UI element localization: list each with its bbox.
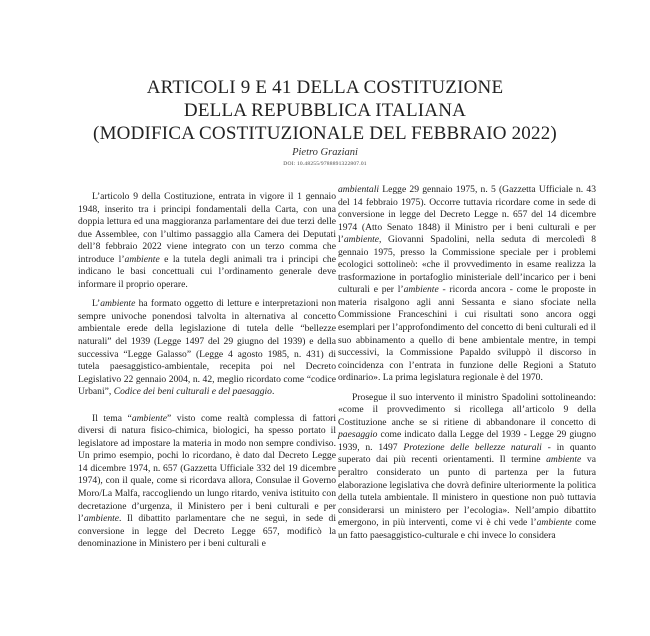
title-line-1: ARTICOLI 9 E 41 DELLA COSTITUZIONE (146, 77, 504, 98)
text-run: - in quanto superato dai più recenti orientamenti. Il termine (338, 441, 596, 466)
text-run: L’articolo 9 della Costituzione, entrata in vigore il 1 gennaio 1948, inserito tra i principi fondamentali della Carta, con una doppia lettura ed una maggioranza parlamentare dei due terzi delle due Assemblee, con l’ultimo passaggio alla Camera dei Deputati dell’8 febbraio 2022 viene integrato con un terzo comma che introduce l’ (78, 191, 336, 265)
text-run: e la tutela degli animali tra i principi che indicano le basi concettuali cui l’ordinamento generale deve informare il proprio operare. (78, 253, 336, 290)
italic-run: ambiente (131, 412, 167, 424)
text-run: - ricorda ancora - come le proposte in materia risalgono agli anni Sessanta e siano sfociate nella Commissione Franceschini i cui risultati sono ancora oggi esemplari per l’approfondimento del concetto di beni culturali ed il suo abbinamento a quello di bene ambientale mentre, in tempi successivi, la Commissione Papaldo sviluppò il discorso in coincidenza con l’entrata in funzione delle Regioni a Statuto ordinario». La prima legislatura regionale è del 1970. (338, 284, 596, 384)
text-run: Prosegue il suo intervento il ministro Spadolini sottolineando: «come il provvedimento si ricollega all’articolo 9 della Costituzione anche se si ritiene di abbandonare il concetto di (338, 391, 596, 428)
right-column (338, 184, 596, 549)
text-run: Legge 29 gennaio 1975, n. 5 (Gazzetta Ufficiale n. 43 del 14 febbraio 1975). Occorre tuttavia ricordare come in sede di conversione in legge del Decreto Legge n. 657 del 14 dicembre 1974 (Atto Senato 1848) il Ministro per i beni culturali e per l’ (338, 184, 596, 246)
title-line-3: (MODIFICA COSTITUZIONALE DEL FEBBRAIO 2022) (93, 123, 557, 144)
text-run: come indicato dalla Legge del 1939 - Legge 29 giugno 1939, n. 1497 (338, 429, 596, 453)
italic-run: ambiente (536, 517, 572, 529)
italic-run: ambientali (338, 184, 380, 195)
paragraph (78, 413, 336, 551)
title-line-2: DELLA REPUBBLICA ITALIANA (183, 100, 467, 121)
italic-run: ambiente (83, 513, 120, 525)
italic-run: Protezione delle bellezze naturali (403, 441, 542, 453)
text-run: va peraltro considerato un punto di partenza per la futura elaborazione legislativa che dovrà definire ulteriormente la politica della tutela ambientale. Il ministero in questione non può tuttavia considerarsi un ministero per l’ecologia». Nell’ampio dibattito emergono, in più interventi, come vi è chi vede l’ (338, 454, 596, 529)
text-run: . Il dibattito parlamentare che ne seguì, in sede di conversione in legge del Decreto Legge 657, modificò la denominazione in Ministero per i beni culturali e (78, 513, 336, 550)
italic-run: ambiente (403, 284, 439, 296)
paragraph (338, 392, 596, 543)
paragraph (78, 298, 336, 398)
author-name: Pietro Graziani (292, 147, 358, 158)
article-title (60, 76, 590, 145)
italic-run: ambiente (100, 298, 136, 310)
text-run: , Giovanni Spadolini, nella seduta di mercoledì 8 gennaio 1975, presso la Commissione speciale per i problemi ecologici sottolineò: «che il provvedimento in esame realizza la trasformazione in portafoglio ministeriale dell’incarico per i beni culturali e per l’ (338, 234, 596, 296)
text-run: come un fatto paesaggistico-culturale e chi invece lo considera (338, 517, 596, 541)
text-run: Il tema “ (92, 412, 132, 424)
text-run: . (271, 386, 275, 398)
text-run: ha formato oggetto di letture e interpretazioni non sempre univoche ponendosi talvolta in alternativa al concetto ambientale erede della legislazione di tutela delle “bellezze naturali” del 1939 (Legge 1497 del 29 giugno del 1939) e della successiva “Legge Galasso” (Legge 4 agosto 1985, n. 431) di tutela paesaggistico-ambientale, recepita poi nel Decreto Legislativo 22 gennaio 2004, n. 42, meglio ricordato come “codice Urbani”, (78, 298, 336, 398)
paragraph (338, 184, 596, 385)
left-column (78, 191, 336, 558)
italic-run: ambiente (546, 454, 582, 466)
doi-line: DOI: 10.48255/9788891322807.01 (283, 161, 367, 167)
paragraph (78, 191, 336, 291)
italic-run: Codice dei beni culturali e del paesaggio (113, 386, 272, 398)
italic-run: paesaggio (338, 429, 378, 441)
italic-run: ambiente (343, 234, 380, 246)
text-run: ” visto come realtà complessa di fattori diversi di natura fisico-chimica, biologici, ha spesso portato il legislatore ad impostare la materia in modo non sempre condiviso. Un primo esempio, pochi lo ricordano, è dato dal Decreto Legge 14 dicembre 1974, n. 657 (Gazzetta Ufficiale 332 del 19 dicembre 1974), con il quale, come si ricordava allora, Consulae il Governo Moro/La Malfa, raccogliendo un lungo ritardo, veniva istituito con decretazione d’urgenza, il Ministero per i beni culturali e per l’ (78, 412, 337, 525)
text-run: L’ (92, 298, 101, 310)
italic-run: ambiente (124, 253, 160, 265)
